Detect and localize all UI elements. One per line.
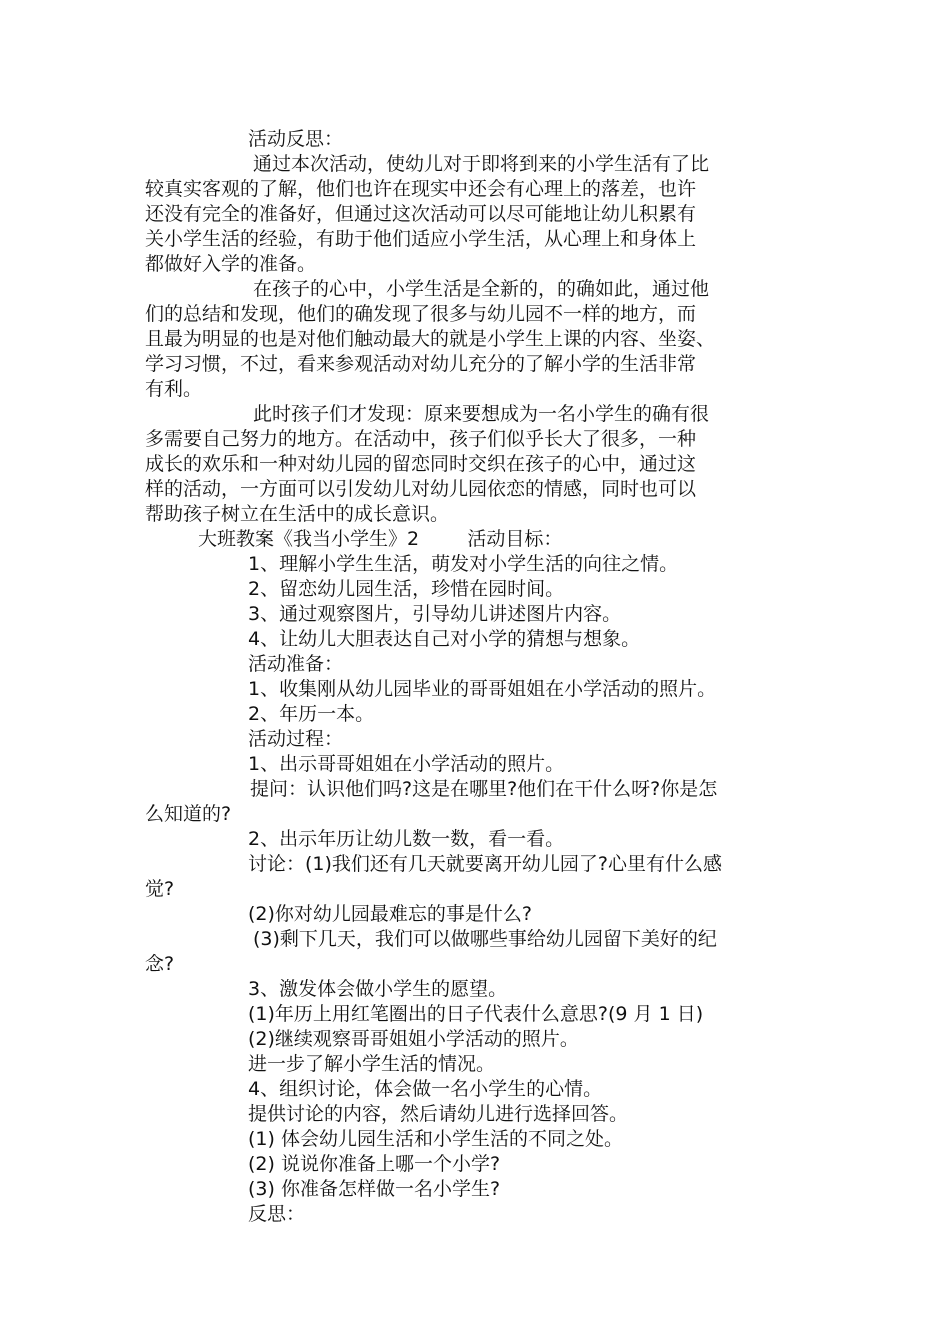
paragraph-line: 关小学生活的经验，有助于他们适应小学生活，从心理上和身体上 <box>145 228 697 250</box>
list-item: (1)年历上用红笔圈出的日子代表什么意思?(9 月 1 日) <box>248 1003 704 1025</box>
paragraph-line: 都做好入学的准备。 <box>145 253 317 275</box>
paragraph-line: 还没有完全的准备好，但通过这次活动可以尽可能地让幼儿积累有 <box>145 203 697 225</box>
list-item: 1、理解小学生生活，萌发对小学生活的向往之情。 <box>248 553 679 575</box>
paragraph-line: 提问：认识他们吗?这是在哪里?他们在干什么呀?你是怎 <box>250 778 718 800</box>
list-item: 1、出示哥哥姐姐在小学活动的照片。 <box>248 753 565 775</box>
paragraph-line: 提供讨论的内容，然后请幼儿进行选择回答。 <box>248 1103 629 1125</box>
list-item: (2)你对幼儿园最难忘的事是什么? <box>248 903 532 925</box>
paragraph-line: 么知道的? <box>145 803 232 825</box>
lesson-title-line: 大班教案《我当小学生》2 活动目标： <box>198 528 563 550</box>
paragraph-line: 在孩子的心中，小学生活是全新的，的确如此，通过他 <box>253 278 710 300</box>
list-item: 2、出示年历让幼儿数一数，看一看。 <box>248 828 565 850</box>
heading-activity-process: 活动过程： <box>248 728 344 750</box>
list-item: 3、激发体会做小学生的愿望。 <box>248 978 508 1000</box>
paragraph-line: 学习习惯，不过，看来参观活动对幼儿充分的了解小学的生活非常 <box>145 353 697 375</box>
paragraph-line: 觉? <box>145 878 175 900</box>
list-item: 2、年历一本。 <box>248 703 375 725</box>
list-item: (3)剩下几天，我们可以做哪些事给幼儿园留下美好的纪 <box>253 928 717 950</box>
paragraph-line: 较真实客观的了解，他们也许在现实中还会有心理上的落差，也许 <box>145 178 697 200</box>
paragraph-line: 且最为明显的也是对他们触动最大的就是小学生上课的内容、坐姿、 <box>145 328 716 350</box>
paragraph-line: 帮助孩子树立在生活中的成长意识。 <box>145 503 450 525</box>
paragraph-line: 有利。 <box>145 378 203 400</box>
paragraph-line: 成长的欢乐和一种对幼儿园的留恋同时交织在孩子的心中，通过这 <box>145 453 697 475</box>
list-item: 2、留恋幼儿园生活，珍惜在园时间。 <box>248 578 565 600</box>
list-item: 1、收集刚从幼儿园毕业的哥哥姐姐在小学活动的照片。 <box>248 678 717 700</box>
list-item: (2) 说说你准备上哪一个小学? <box>248 1153 501 1175</box>
list-item: (3) 你准备怎样做一名小学生? <box>248 1178 501 1200</box>
paragraph-line: 进一步了解小学生活的情况。 <box>248 1053 496 1075</box>
list-item: 3、通过观察图片，引导幼儿讲述图片内容。 <box>248 603 622 625</box>
list-item: (1) 体会幼儿园生活和小学生活的不同之处。 <box>248 1128 623 1150</box>
paragraph-line: 讨论：(1)我们还有几天就要离开幼儿园了?心里有什么感 <box>248 853 722 875</box>
paragraph-line: 通过本次活动，使幼儿对于即将到来的小学生活有了比 <box>253 153 710 175</box>
paragraph-line: 念? <box>145 953 175 975</box>
paragraph-line: 多需要自己努力的地方。在活动中，孩子们似乎长大了很多，一种 <box>145 428 697 450</box>
list-item: 4、组织讨论，体会做一名小学生的心情。 <box>248 1078 603 1100</box>
list-item: (2)继续观察哥哥姐姐小学活动的照片。 <box>248 1028 579 1050</box>
paragraph-line: 们的总结和发现，他们的确发现了很多与幼儿园不一样的地方，而 <box>145 303 697 325</box>
paragraph-line: 样的活动，一方面可以引发幼儿对幼儿园依恋的情感，同时也可以 <box>145 478 697 500</box>
heading-activity-preparation: 活动准备： <box>248 653 344 675</box>
heading-activity-reflection: 活动反思： <box>248 128 344 150</box>
list-item: 4、让幼儿大胆表达自己对小学的猜想与想象。 <box>248 628 641 650</box>
paragraph-line: 此时孩子们才发现：原来要想成为一名小学生的确有很 <box>253 403 710 425</box>
heading-reflection: 反思： <box>248 1203 306 1225</box>
